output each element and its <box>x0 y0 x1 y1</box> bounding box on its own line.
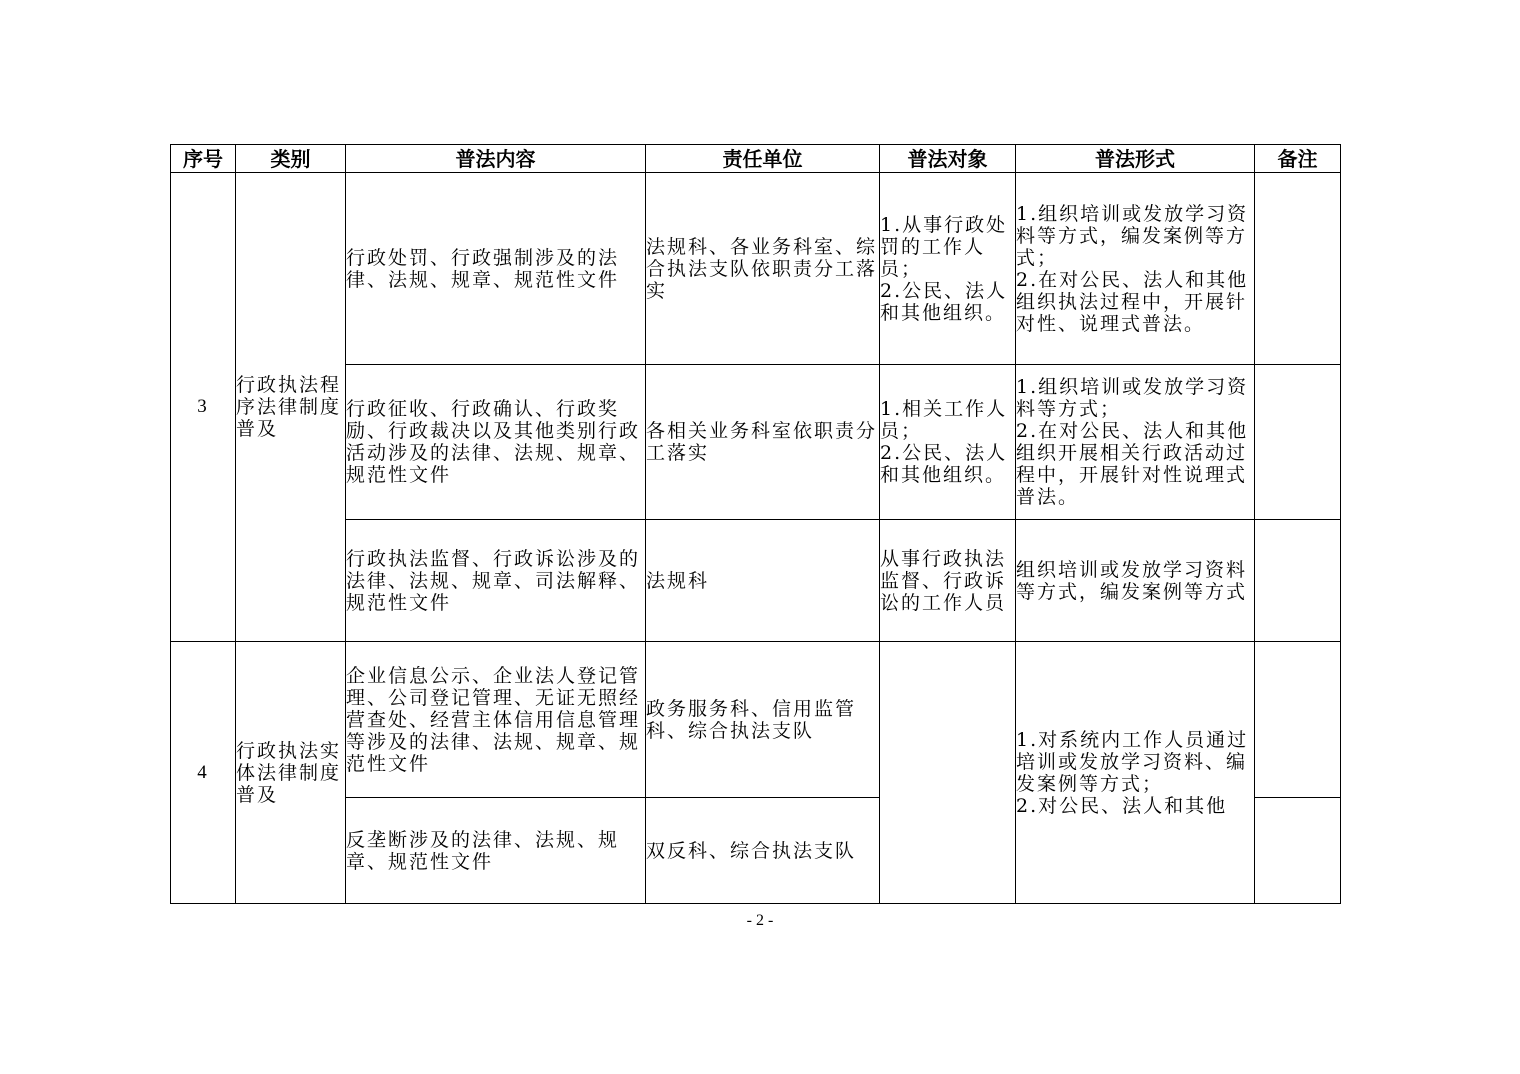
header-row <box>171 145 1341 173</box>
unit-cell: 双反科、综合执法支队 <box>646 798 880 904</box>
form-line: 2.在对公民、法人和其他组织执法过程中，开展针对性、说理式普法。 <box>1016 268 1249 335</box>
table-row <box>171 520 1341 642</box>
header-seq: 序号 <box>171 145 236 173</box>
header-unit: 责任单位 <box>646 145 880 173</box>
target-line: 从事行政执法监督、行政诉讼的工作人员 <box>880 547 1007 614</box>
unit-cell: 政务服务科、信用监管科、综合执法支队 <box>646 642 880 798</box>
form-cell <box>1016 520 1255 642</box>
remark-cell <box>1255 173 1341 365</box>
content-cell: 行政执法监督、行政诉讼涉及的法律、法规、规章、司法解释、规范性文件 <box>346 520 646 642</box>
unit-cell: 法规科、各业务科室、综合执法支队依职责分工落实 <box>646 173 880 365</box>
target-line: 1.从事行政处罚的工作人员； <box>880 213 1008 280</box>
content-cell: 行政处罚、行政强制涉及的法律、法规、规章、规范性文件 <box>346 173 646 365</box>
header-form: 普法形式 <box>1016 145 1255 173</box>
table-row <box>171 173 1341 365</box>
form-line: 1.组织培训或发放学习资料等方式； <box>1016 376 1249 420</box>
target-line: 2.公民、法人和其他组织。 <box>880 279 1008 324</box>
header-content: 普法内容 <box>346 145 646 173</box>
content-cell: 反垄断涉及的法律、法规、规章、规范性文件 <box>346 798 646 904</box>
category-cell: 行政执法程序法律制度普及 <box>236 173 346 642</box>
seq-cell: 4 <box>171 642 236 904</box>
law-popularization-table <box>170 144 1341 904</box>
header-remark: 备注 <box>1255 145 1341 173</box>
target-cell <box>880 173 1016 365</box>
content-cell: 企业信息公示、企业法人登记管理、公司登记管理、无证无照经营查处、经营主体信用信息管理等涉及的法律、法规、规章、规范性文件 <box>346 642 646 798</box>
table-row <box>171 642 1341 798</box>
target-line: 1.相关工作人员； <box>880 398 1008 442</box>
form-cell <box>1016 642 1255 904</box>
remark-cell <box>1255 365 1341 520</box>
form-line: 1.组织培训或发放学习资料等方式，编发案例等方式； <box>1016 202 1249 269</box>
seq-cell: 3 <box>171 173 236 642</box>
unit-cell: 各相关业务科室依职责分工落实 <box>646 365 880 520</box>
table-row <box>171 365 1341 520</box>
form-line: 2.对公民、法人和其他 <box>1016 794 1228 817</box>
form-line: 2.在对公民、法人和其他组织开展相关行政活动过程中，开展针对性说理式普法。 <box>1016 420 1249 508</box>
target-cell <box>880 365 1016 520</box>
form-line: 组织培训或发放学习资料等方式，编发案例等方式 <box>1016 558 1248 603</box>
category-cell: 行政执法实体法律制度普及 <box>236 642 346 904</box>
remark-cell <box>1255 798 1341 904</box>
remark-cell <box>1255 642 1341 798</box>
header-target: 普法对象 <box>880 145 1016 173</box>
form-cell <box>1016 365 1255 520</box>
remark-cell <box>1255 520 1341 642</box>
content-cell: 行政征收、行政确认、行政奖励、行政裁决以及其他类别行政活动涉及的法律、法规、规章、规范性文件 <box>346 365 646 520</box>
form-cell <box>1016 173 1255 365</box>
page-number: - 2 - <box>746 912 774 929</box>
form-line: 1.对系统内工作人员通过培训或发放学习资料、编发案例等方式； <box>1016 728 1249 795</box>
unit-cell: 法规科 <box>646 520 880 642</box>
target-cell <box>880 520 1016 642</box>
target-line: 2.公民、法人和其他组织。 <box>880 442 1008 486</box>
header-category: 类别 <box>236 145 346 173</box>
target-cell <box>880 642 1016 904</box>
